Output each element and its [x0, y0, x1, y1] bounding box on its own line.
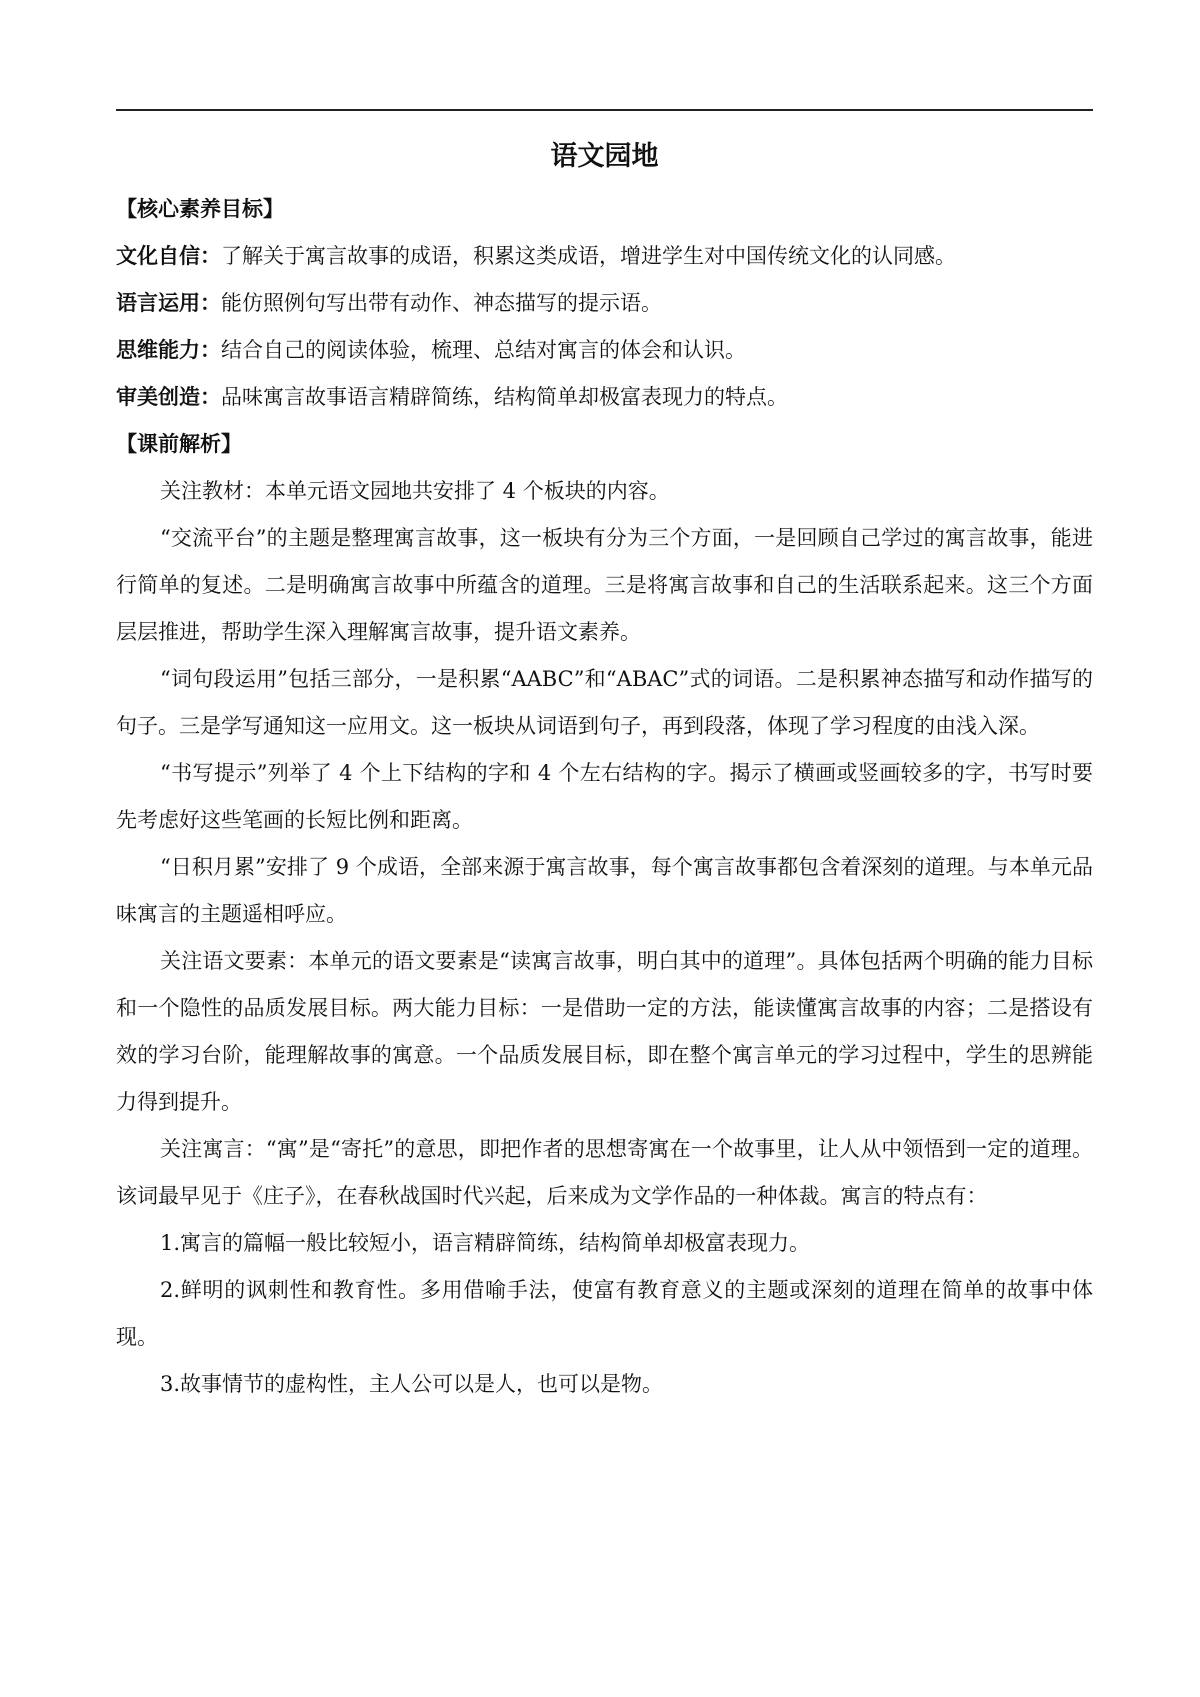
goal-label: 文化自信：	[116, 244, 221, 268]
goal-thinking	[116, 327, 1093, 374]
goal-text: 结合自己的阅读体验，梳理、总结对寓言的体会和认识。	[221, 338, 746, 362]
core-goals-heading: 【核心素养目标】	[116, 197, 284, 221]
goal-label: 语言运用：	[116, 291, 221, 315]
goal-label: 审美创造：	[116, 385, 221, 409]
document-page	[116, 128, 1093, 1408]
analysis-paragraph: 关注语文要素：本单元的语文要素是“读寓言故事，明白其中的道理”。具体包括两个明确的能力目标和一个隐性的品质发展目标。两大能力目标：一是借助一定的方法，能读懂寓言故事的内容；二是搭设有效的学习台阶，能理解故事的寓意。一个品质发展目标，即在整个寓言单元的学习过程中，学生的思辨能力得到提升。	[116, 949, 1093, 1114]
feature-item: 2.鲜明的讽刺性和教育性。多用借喻手法，使富有教育意义的主题或深刻的道理在简单的故事中体现。	[116, 1278, 1093, 1349]
goal-aesthetic	[116, 374, 1093, 421]
page-title: 语文园地	[550, 141, 659, 172]
analysis-paragraph: “日积月累”安排了 9 个成语，全部来源于寓言故事，每个寓言故事都包含着深刻的道理。与本单元品味寓言的主题遥相呼应。	[116, 855, 1093, 926]
header-rule	[116, 109, 1093, 111]
goal-language	[116, 280, 1093, 327]
goal-label: 思维能力：	[116, 338, 221, 362]
feature-item: 1.寓言的篇幅一般比较短小，语言精辟简练，结构简单却极富表现力。	[160, 1231, 811, 1255]
goal-text: 能仿照例句写出带有动作、神态描写的提示语。	[221, 291, 662, 315]
analysis-paragraph: “书写提示”列举了 4 个上下结构的字和 4 个左右结构的字。揭示了横画或竖画较多的字，书写时要先考虑好这些笔画的长短比例和距离。	[116, 761, 1093, 832]
goal-text: 品味寓言故事语言精辟简练，结构简单却极富表现力的特点。	[221, 385, 788, 409]
goal-culture	[116, 233, 1093, 280]
feature-item: 3.故事情节的虚构性，主人公可以是人，也可以是物。	[160, 1372, 664, 1396]
analysis-paragraph: 关注寓言：“寓”是“寄托”的意思，即把作者的思想寄寓在一个故事里，让人从中领悟到一定的道理。该词最早见于《庄子》，在春秋战国时代兴起，后来成为文学作品的一种体裁。寓言的特点有：	[116, 1137, 1093, 1208]
analysis-paragraph: “交流平台”的主题是整理寓言故事，这一板块有分为三个方面，一是回顾自己学过的寓言故事，能进行简单的复述。二是明确寓言故事中所蕴含的道理。三是将寓言故事和自己的生活联系起来。这三个方面层层推进，帮助学生深入理解寓言故事，提升语文素养。	[116, 526, 1093, 644]
goal-text: 了解关于寓言故事的成语，积累这类成语，增进学生对中国传统文化的认同感。	[221, 244, 956, 268]
analysis-paragraph: “词句段运用”包括三部分，一是积累“AABC”和“ABAC”式的词语。二是积累神态描写和动作描写的句子。三是学写通知这一应用文。这一板块从词语到句子，再到段落，体现了学习程度的由浅入深。	[116, 667, 1093, 738]
analysis-heading: 【课前解析】	[116, 432, 242, 456]
analysis-paragraph: 关注教材：本单元语文园地共安排了 4 个板块的内容。	[160, 479, 670, 503]
